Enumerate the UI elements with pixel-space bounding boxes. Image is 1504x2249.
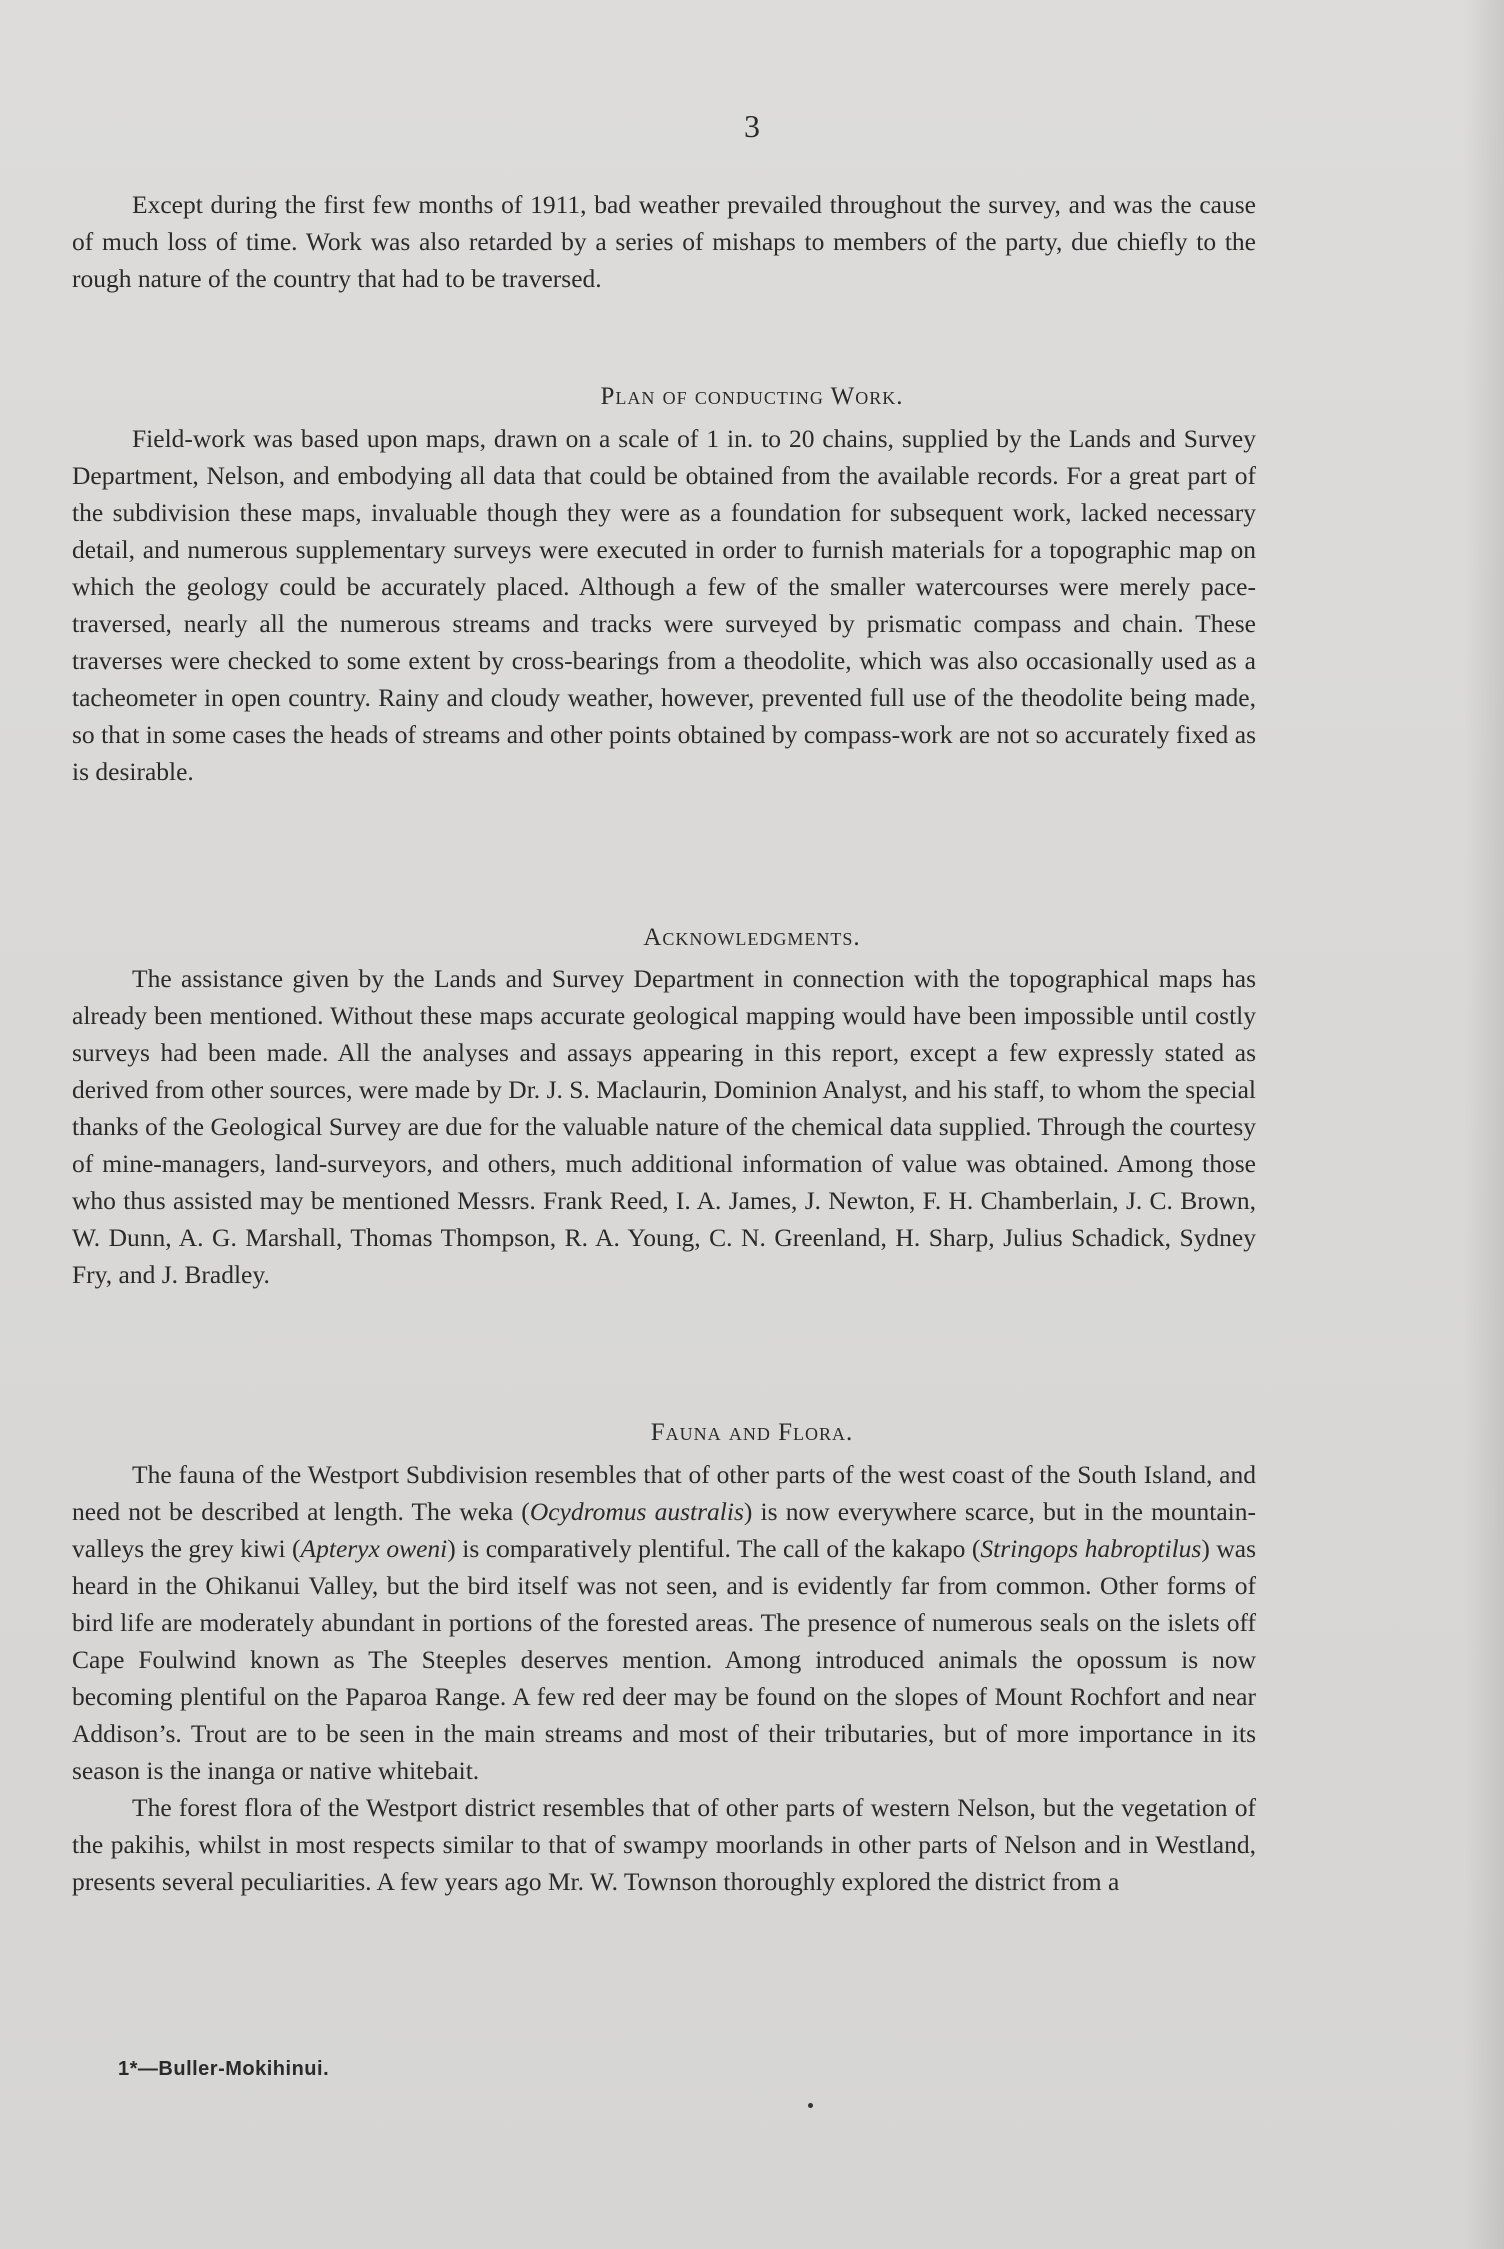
plan-paragraph: Field-work was based upon maps, drawn on a scale of 1 in. to 20 chains, supplied by the Lands and Survey Department, Nelson, and embodying all data that could be obtained from the available records. For a great part of the subdivision these maps, invaluable though they were as a foundation for subsequent work, lacked necessary detail, and numerous supplementary surveys were executed in order to furnish materials for a topographic map on which the geology could be accurately placed. Although a few of the smaller watercourses were merely pace-traversed, nearly all the numerous streams and tracks were surveyed by prismatic compass and chain. These traverses were checked to some extent by cross-bearings from a theodolite, which was also occasionally used as a tacheometer in open country. Rainy and cloudy weather, however, prevented full use of the theodolite being made, so that in some cases the heads of streams and other points obtained by compass-work are not so accurately fixed as is desirable. xyxy=(72,424,1256,786)
fauna-flora-section xyxy=(72,1456,1256,1900)
fauna-text-4: ) was heard in the Ohikanui Valley, but the bird itself was not seen, and is evidently far from common. Other forms of bird life are moderately abundant in portions of the forested areas. The presence of numerous seals on the islets off Cape Foulwind known as The Steeples deserves mention. Among introduced animals the opossum is now becoming plentiful on the Paparoa Range. A few red deer may be found on the slopes of Mount Rochfort and near Addison’s. Trout are to be seen in the main streams and most of their tributaries, but of more importance in its season is the inanga or native whitebait. xyxy=(72,1534,1256,1785)
page-number: 3 xyxy=(744,108,760,144)
species-kakapo: Stringops habroptilus xyxy=(980,1534,1202,1563)
ink-dot xyxy=(808,2103,813,2108)
intro-paragraph: Except during the first few months of 1911, bad weather prevailed throughout the survey, and was the cause of much loss of time. Work was also retarded by a series of mishaps to members of the party, due chiefly to the rough nature of the country that had to be traversed. xyxy=(72,190,1256,293)
acknowledgments-heading: Acknowledgments. xyxy=(643,924,861,951)
fauna-text-3: ) is comparatively plentiful. The call of the kakapo ( xyxy=(447,1534,981,1563)
page-edge-shadow xyxy=(1464,0,1504,2249)
fauna-paragraph xyxy=(72,1456,1256,1789)
fauna-flora-heading: Fauna and Flora. xyxy=(650,1419,854,1446)
plan-heading: Plan of conducting Work. xyxy=(600,383,904,410)
fauna-text-1: The fauna of the Westport Subdivision resembles that of other parts of the west coast of the South Island, and need not be described at length. The weka ( xyxy=(72,1460,1256,1526)
flora-paragraph: The forest flora of the Westport district resembles that of other parts of western Nelson, but the vegetation of the pakihis, whilst in most respects similar to that of swampy moorlands in other parts of Nelson and in Westland, presents several peculiarities. A few years ago Mr. W. Townson thoroughly explored the district from a xyxy=(72,1793,1256,1896)
intro-section xyxy=(72,186,1256,297)
species-kiwi: Apteryx oweni xyxy=(300,1534,448,1563)
signature-footnote: 1*—Buller-Mokihinui. xyxy=(118,2058,330,2080)
acknowledgments-paragraph: The assistance given by the Lands and Survey Department in connection with the topographical maps has already been mentioned. Without these maps accurate geological mapping would have been impossible until costly surveys had been made. All the analyses and assays appearing in this report, except a few expressly stated as derived from other sources, were made by Dr. J. S. Maclaurin, Dominion Analyst, and his staff, to whom the special thanks of the Geological Survey are due for the valuable nature of the chemical data supplied. Through the courtesy of mine-managers, land-surveyors, and others, much additional information of value was obtained. Among those who thus assisted may be mentioned Messrs. Frank Reed, I. A. James, J. Newton, F. H. Chamberlain, J. C. Brown, W. Dunn, A. G. Marshall, Thomas Thompson, R. A. Young, C. N. Greenland, H. Sharp, Julius Schadick, Sydney Fry, and J. Bradley. xyxy=(72,964,1256,1289)
acknowledgments-section xyxy=(72,960,1256,1293)
plan-section xyxy=(72,420,1256,790)
species-weka: Ocydromus australis xyxy=(529,1497,744,1526)
fauna-text-2: ) is now everywhere scarce, but in the mountain-valleys the grey kiwi ( xyxy=(72,1497,1256,1563)
